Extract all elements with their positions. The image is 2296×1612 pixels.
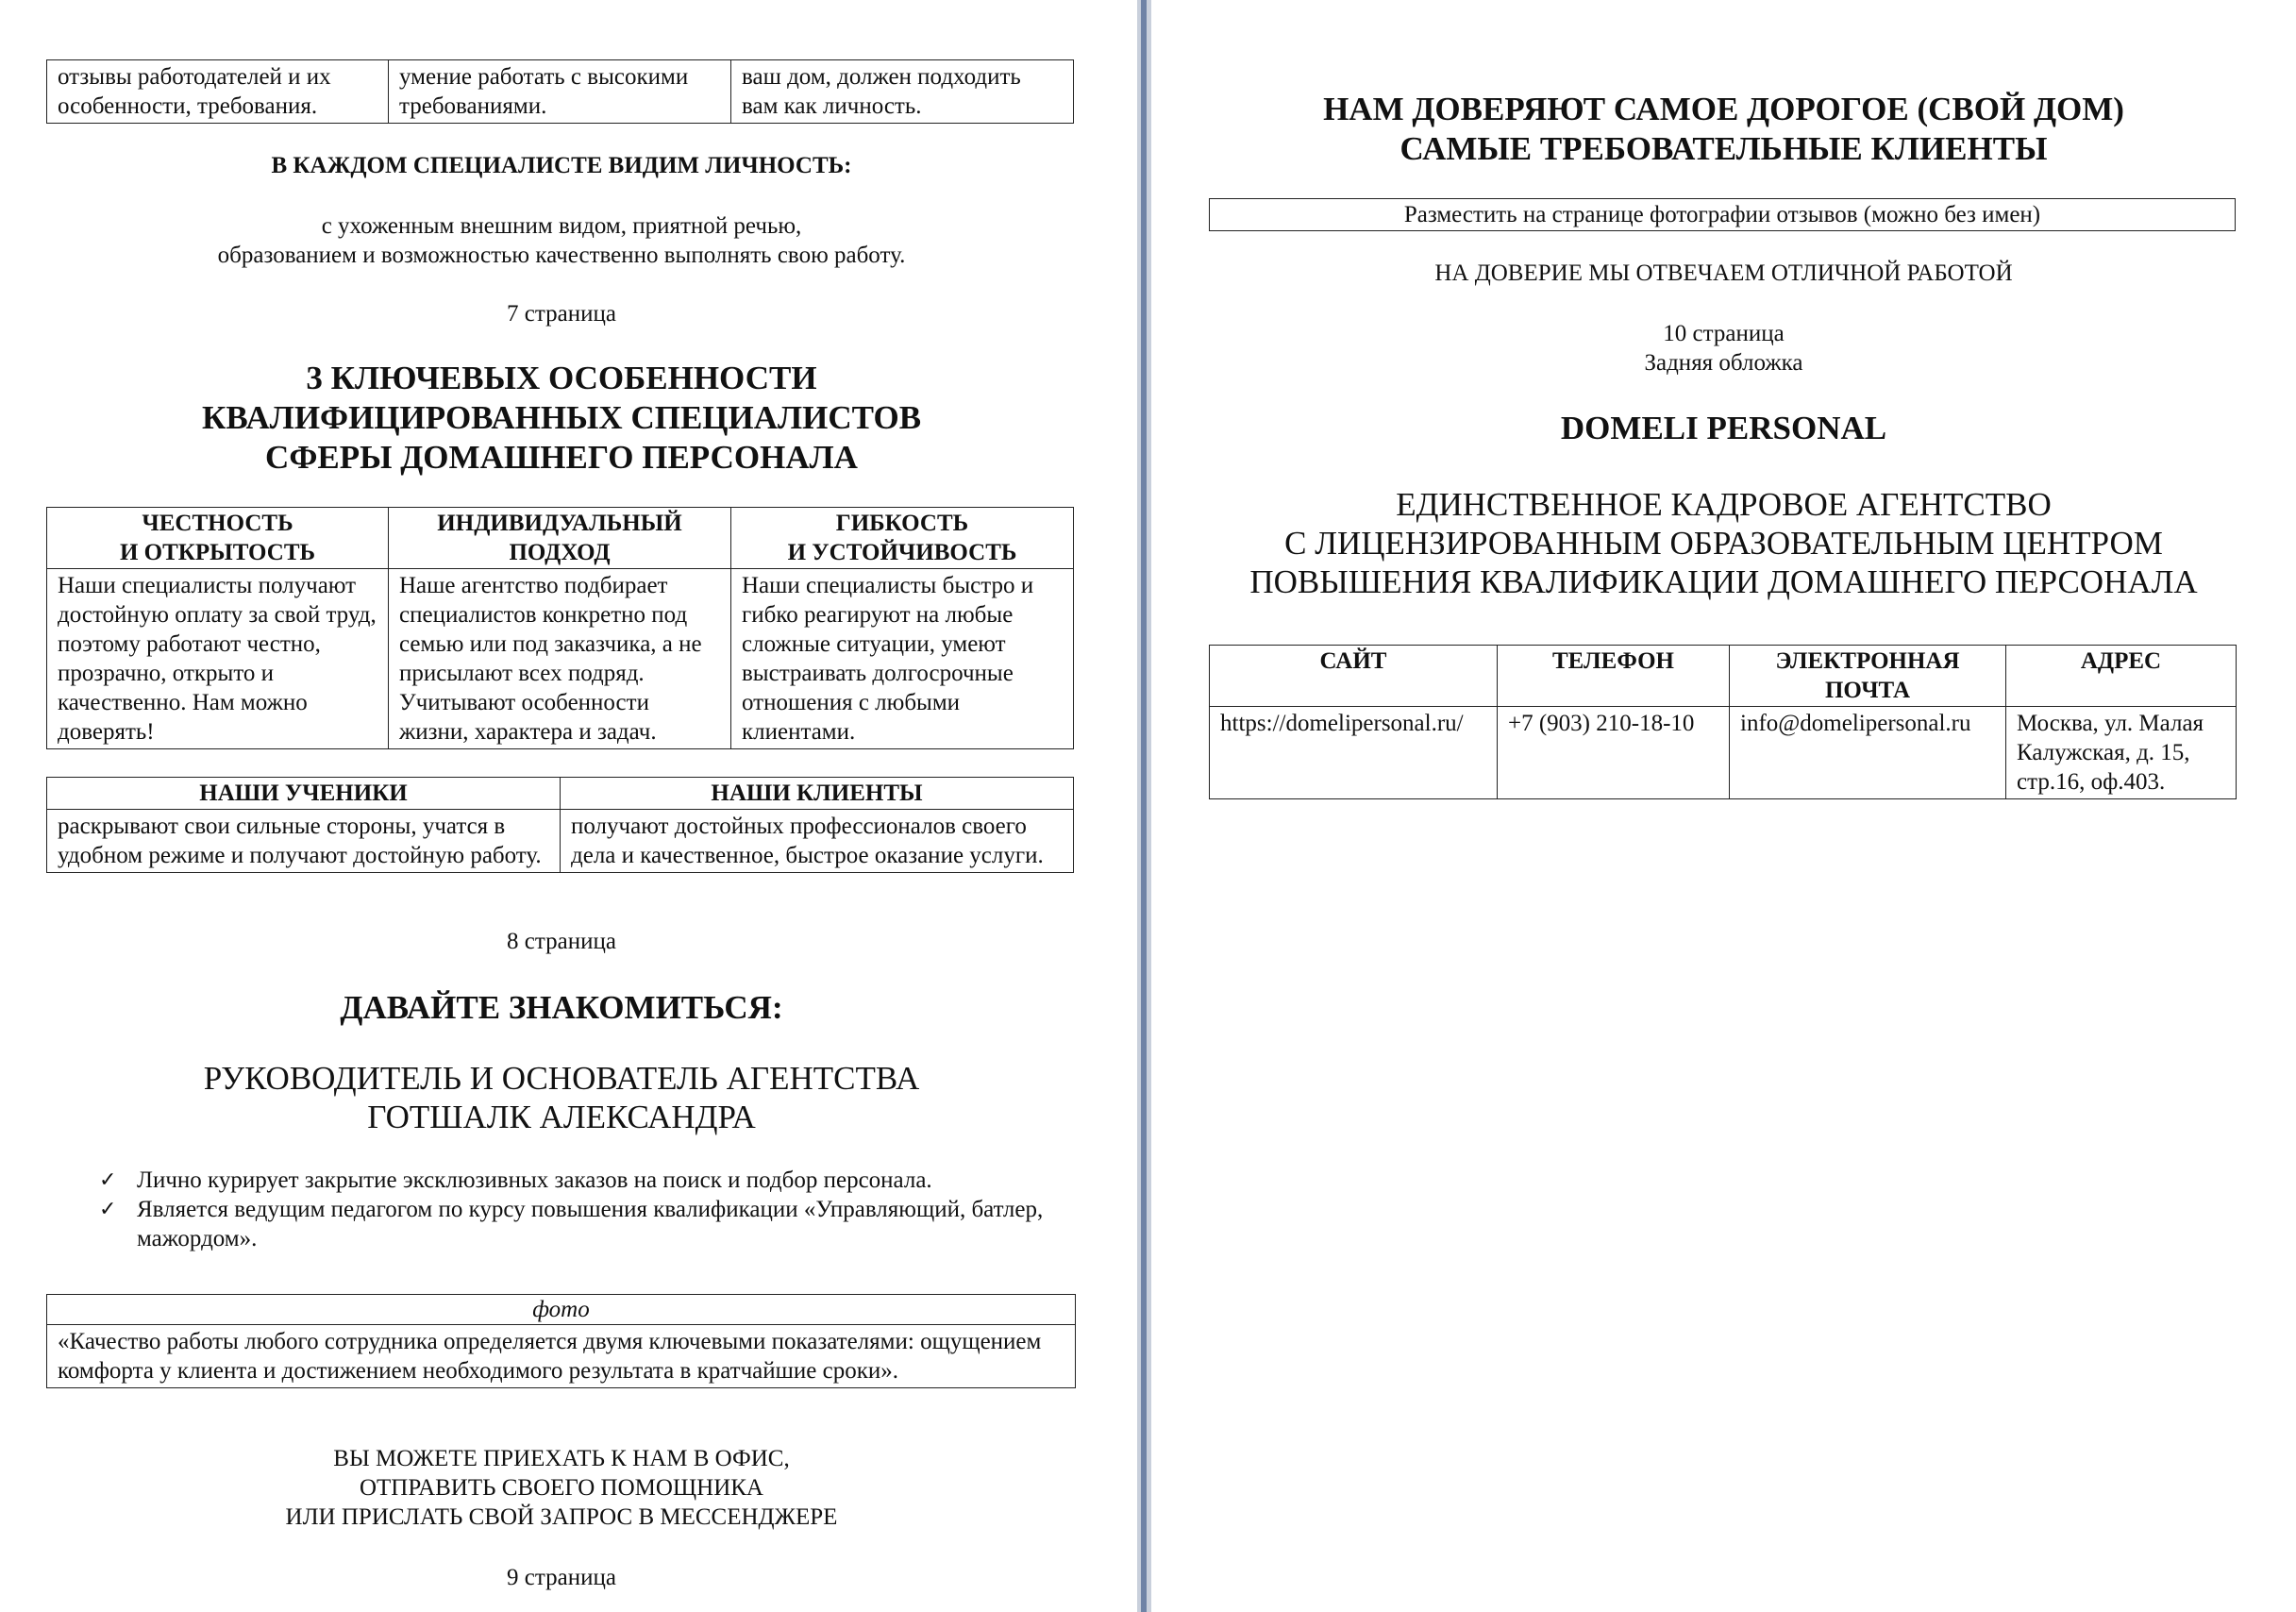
trust-heading-line: САМЫЕ ТРЕБОВАТЕЛЬНЫЕ КЛИЕНТЫ — [1399, 130, 2048, 167]
check-icon: ✓ — [99, 1198, 117, 1221]
reviews-note: Разместить на странице фотографии отзывов (можно без имен) — [1210, 199, 2236, 231]
features-header-flexibility — [731, 508, 1074, 569]
photo-quote-table — [46, 1294, 1076, 1388]
persona-heading: В КАЖДОМ СПЕЦИАЛИСТЕ ВИДИМ ЛИЧНОСТЬ: — [271, 153, 852, 178]
contacts-address: Москва, ул. Малая Калужская, д. 15, стр.16, оф.403. — [2006, 707, 2237, 799]
contacts-email[interactable]: info@domelipersonal.ru — [1730, 707, 2006, 799]
contacts-header-address: АДРЕС — [2006, 646, 2237, 707]
right-page — [1151, 0, 2296, 1612]
header-line: И УСТОЙЧИВОСТЬ — [787, 540, 1017, 565]
features-heading-line: СФЕРЫ ДОМАШНЕГО ПЕРСОНАЛА — [265, 439, 858, 476]
founder-points — [99, 1166, 1071, 1253]
top-table-cell: отзывы работодателей и их особенности, требования. — [47, 60, 389, 124]
persona-text-line: образованием и возможностью качественно выполнять свою работу. — [217, 243, 906, 268]
agency-heading-line: С ЛИЦЕНЗИРОВАННЫМ ОБРАЗОВАТЕЛЬНЫМ ЦЕНТРОМ — [1284, 525, 2163, 562]
page-label: 7 страница — [507, 301, 616, 327]
office-text-line: ОТПРАВИТЬ СВОЕГО ПОМОЩНИКА — [359, 1475, 763, 1501]
acquaint-heading: ДАВАЙТЕ ЗНАКОМИТЬСЯ: — [340, 989, 783, 1026]
header-line: ИНДИВИДУАЛЬНЫЙ — [437, 511, 682, 536]
list-item — [99, 1195, 1071, 1253]
founder-heading-line: ГОТШАЛК АЛЕКСАНДРА — [367, 1099, 756, 1135]
contacts-header-site: САЙТ — [1210, 646, 1498, 707]
contacts-header-phone: ТЕЛЕФОН — [1498, 646, 1730, 707]
features-heading-line: КВАЛИФИЦИРОВАННЫХ СПЕЦИАЛИСТОВ — [201, 399, 922, 436]
left-page — [0, 0, 1137, 1612]
trust-heading-line: НАМ ДОВЕРЯЮТ САМОЕ ДОРОГОЕ (СВОЙ ДОМ) — [1323, 91, 2124, 127]
persona-text — [0, 211, 1123, 270]
features-heading-line: 3 КЛЮЧЕВЫХ ОСОБЕННОСТИ — [306, 360, 817, 396]
header-line: ЧЕСТНОСТЬ — [142, 511, 293, 536]
page-label: 8 страница — [507, 929, 616, 954]
agency-heading-line: ЕДИНСТВЕННОЕ КАДРОВОЕ АГЕНТСТВО — [1396, 486, 2052, 523]
list-item-text: Лично курирует закрытие эксклюзивных заказов на поиск и подбор персонала. — [137, 1167, 932, 1193]
students-header: НАШИ УЧЕНИКИ — [47, 778, 561, 810]
contacts-table — [1209, 645, 2237, 799]
features-cell: Наши специалисты получают достойную оплату за свой труд, поэтому работают честно, прозрачно, открыто и качественно. Нам можно доверять! — [47, 569, 389, 749]
page-divider — [1137, 0, 1151, 1612]
persona-text-line: с ухоженным внешним видом, приятной речью, — [321, 213, 802, 239]
features-heading — [0, 359, 1123, 478]
clients-header: НАШИ КЛИЕНТЫ — [561, 778, 1074, 810]
features-cell: Наши специалисты быстро и гибко реагируют на любые сложные ситуации, умеют выстраивать долгосрочные отношения с любыми клиентами. — [731, 569, 1074, 749]
features-header-individual — [389, 508, 731, 569]
header-line: ГИБКОСТЬ — [835, 511, 969, 536]
brand-title: DOMELI PERSONAL — [1560, 410, 1887, 446]
contacts-site-link[interactable]: https://domelipersonal.ru/ — [1210, 707, 1498, 799]
founder-heading — [0, 1059, 1123, 1136]
office-text-line: ИЛИ ПРИСЛАТЬ СВОЙ ЗАПРОС В МЕССЕНДЖЕРЕ — [285, 1504, 838, 1530]
agency-heading-line: ПОВЫШЕНИЯ КВАЛИФИКАЦИИ ДОМАШНЕГО ПЕРСОНАЛА — [1249, 563, 2198, 600]
page-label — [1151, 319, 2296, 378]
list-item — [99, 1166, 1071, 1195]
top-table-cell: умение работать с высокими требованиями. — [389, 60, 731, 124]
clients-cell: получают достойных профессионалов своего дела и качественное, быстрое оказание услуги. — [561, 810, 1074, 873]
top-table-cell: ваш дом, должен подходить вам как личность. — [731, 60, 1074, 124]
trust-answer: НА ДОВЕРИЕ МЫ ОТВЕЧАЕМ ОТЛИЧНОЙ РАБОТОЙ — [1434, 260, 2013, 286]
photo-placeholder: фото — [47, 1295, 1076, 1325]
page-label: 9 страница — [507, 1565, 616, 1590]
trust-heading — [1151, 90, 2296, 169]
features-cell: Наше агентство подбирает специалистов конкретно под семью или под заказчика, а не присылают всех подряд. Учитывают особенности жизни, характера и задач. — [389, 569, 731, 749]
features-header-honesty — [47, 508, 389, 569]
students-cell: раскрывают свои сильные стороны, учатся в удобном режиме и получают достойную работу. — [47, 810, 561, 873]
office-text — [0, 1444, 1123, 1532]
contacts-header-email: ЭЛЕКТРОННАЯ ПОЧТА — [1730, 646, 2006, 707]
page-divider-bar — [1141, 0, 1147, 1612]
office-text-line: ВЫ МОЖЕТЕ ПРИЕХАТЬ К НАМ В ОФИС, — [333, 1446, 790, 1471]
back-cover-label: Задняя обложка — [1644, 350, 1803, 376]
list-item-text: Является ведущим педагогом по курсу повышения квалификации «Управляющий, батлер, мажордом». — [137, 1197, 1044, 1251]
contacts-phone[interactable]: +7 (903) 210-18-10 — [1498, 707, 1730, 799]
founder-quote: «Качество работы любого сотрудника определяется двумя ключевыми показателями: ощущением комфорта у клиента и достижением необходимого результата в кратчайшие сроки». — [47, 1325, 1076, 1388]
check-icon: ✓ — [99, 1168, 117, 1192]
founder-heading-line: РУКОВОДИТЕЛЬ И ОСНОВАТЕЛЬ АГЕНТСТВА — [203, 1060, 920, 1097]
top-table — [46, 59, 1074, 124]
agency-heading — [1151, 485, 2296, 601]
features-table — [46, 507, 1074, 749]
students-clients-table — [46, 777, 1074, 873]
header-line: ПОДХОД — [509, 540, 611, 565]
reviews-note-table — [1209, 198, 2236, 231]
header-line: И ОТКРЫТОСТЬ — [119, 540, 316, 565]
page-label-line: 10 страница — [1663, 321, 1785, 346]
